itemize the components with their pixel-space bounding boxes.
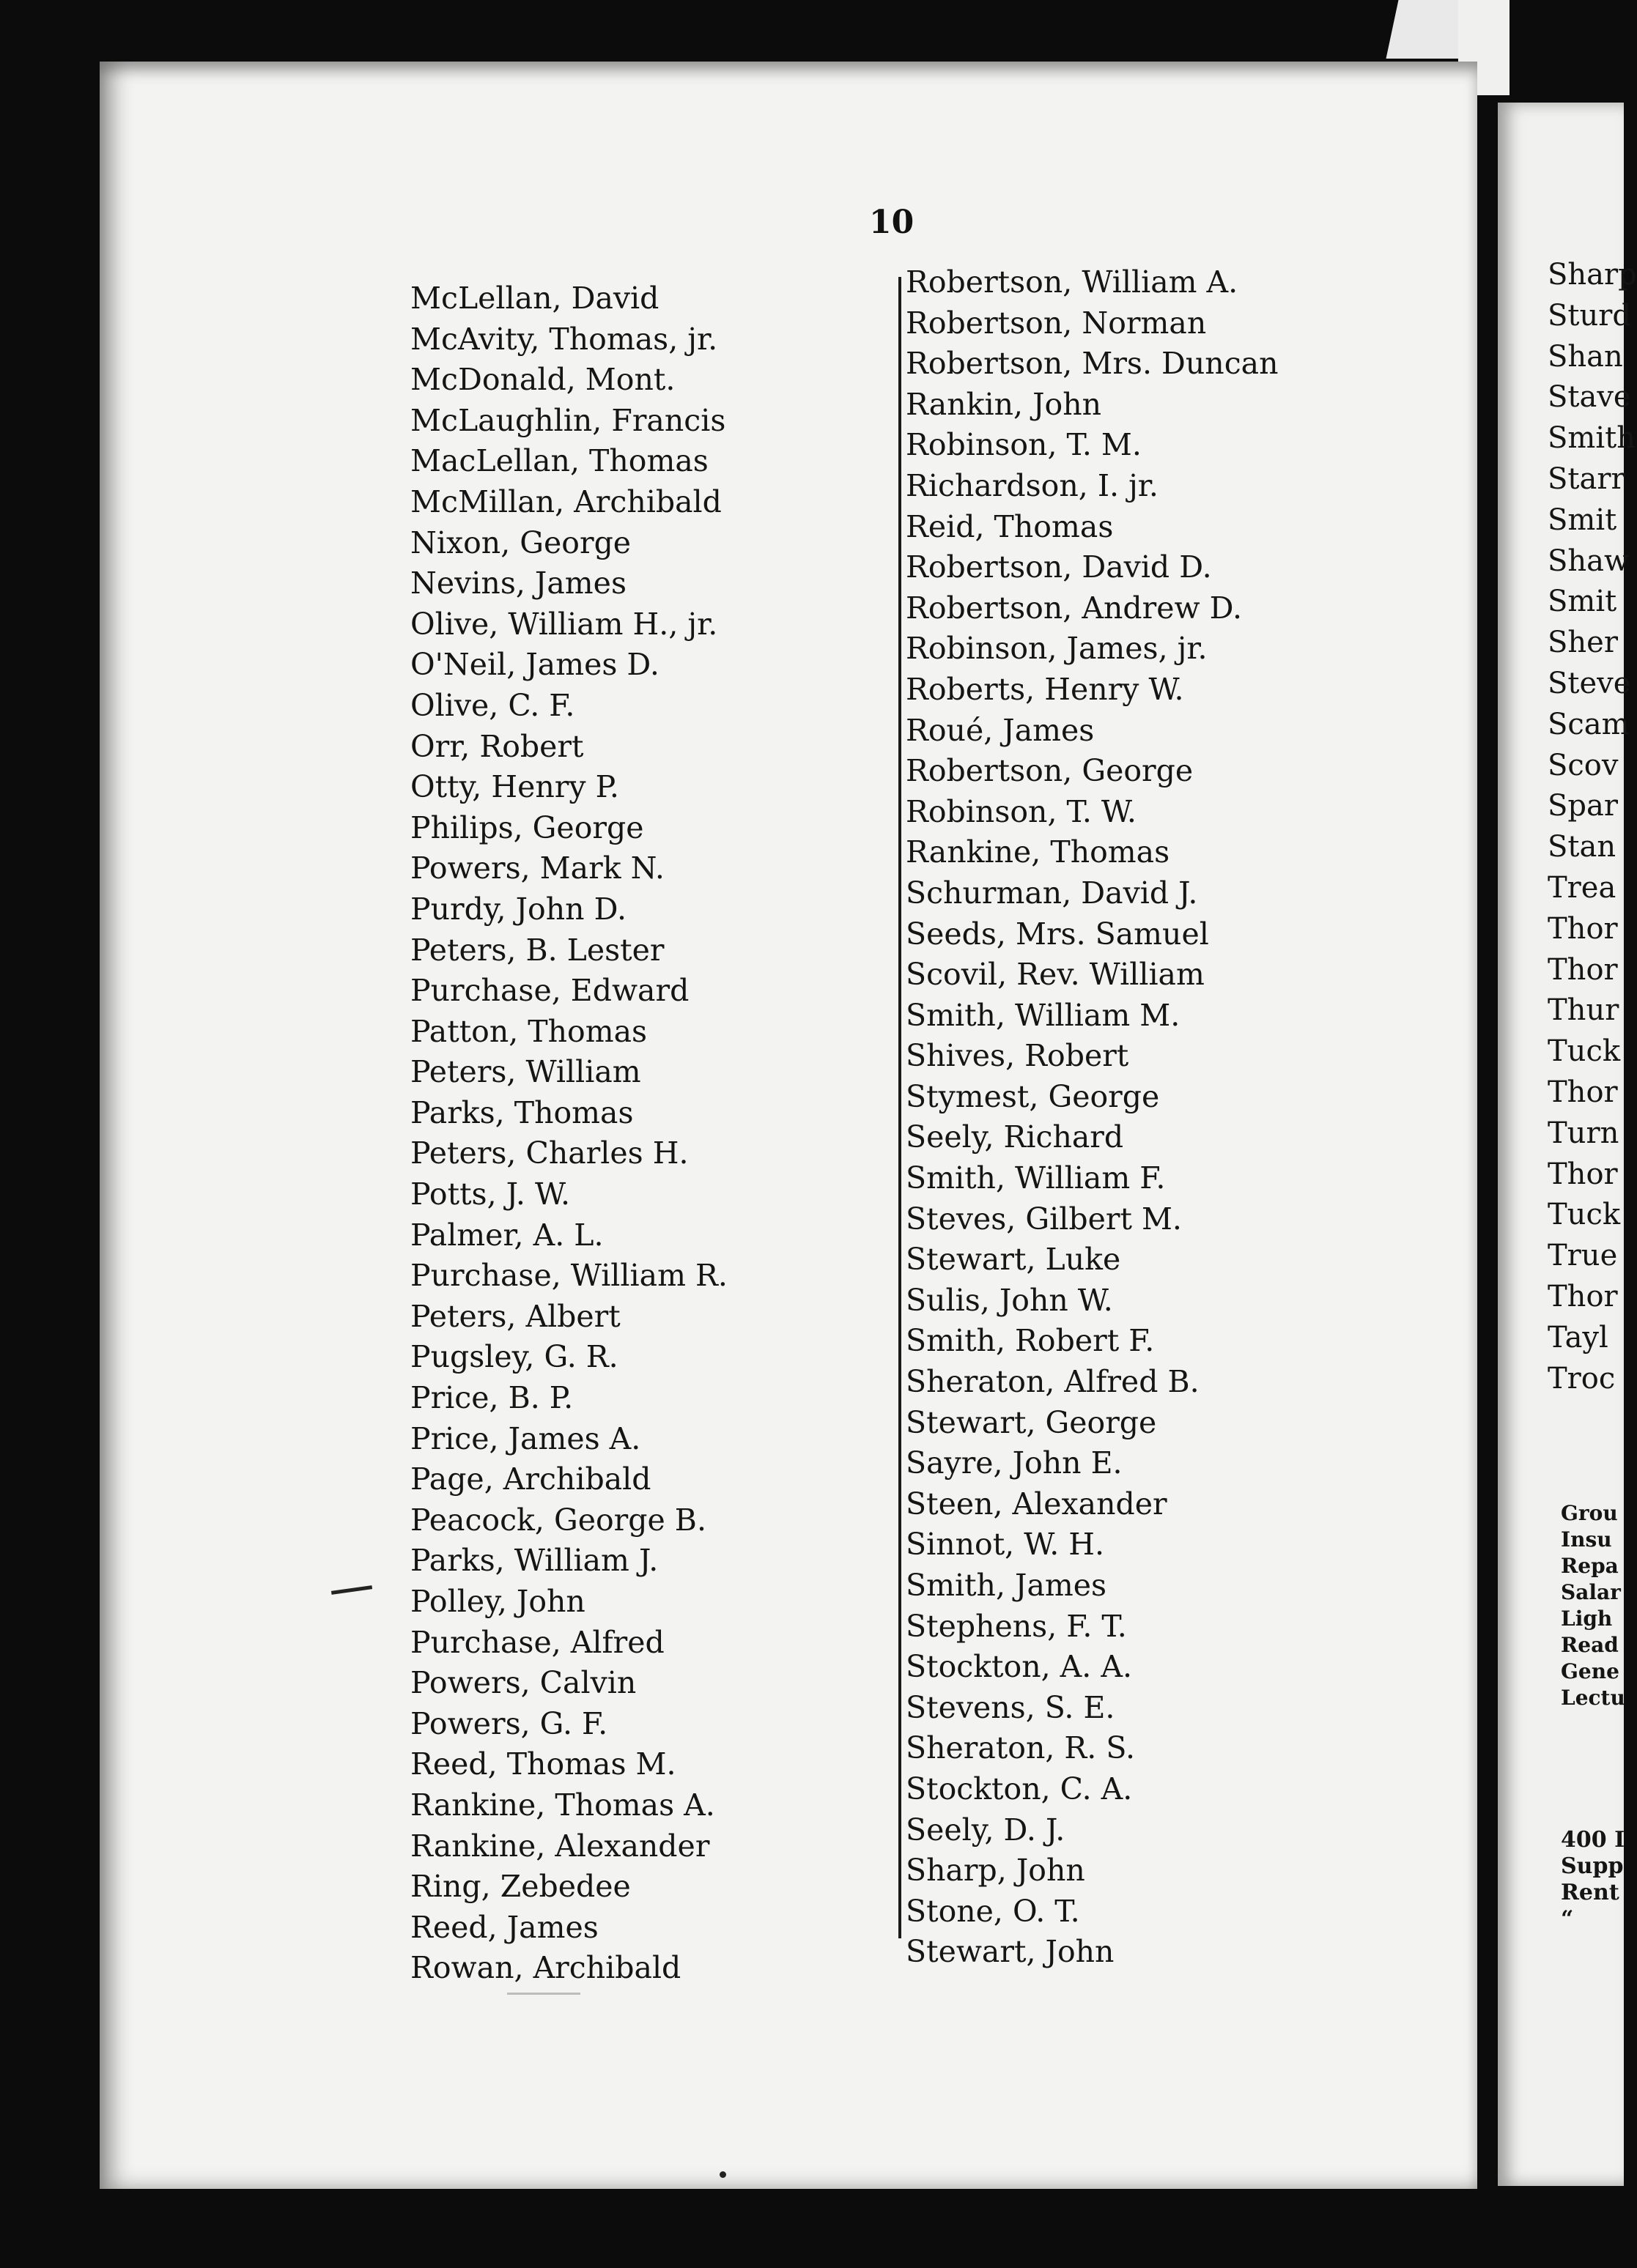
list-item: Thor: [1548, 1157, 1618, 1191]
list-item: Supp: [1561, 1853, 1624, 1879]
name-list-middle: [906, 262, 1279, 1973]
list-item: Smith: [1548, 421, 1636, 456]
heading-list-right-edge: [1561, 1500, 1625, 1711]
list-item: Parks, William J.: [410, 1543, 659, 1579]
list-item: Starr: [1548, 462, 1625, 496]
list-item: Olive, William H., jr.: [410, 606, 718, 642]
list-item: Turn: [1548, 1116, 1619, 1150]
list-item: McMillan, Archibald: [410, 483, 722, 519]
list-item: Stockton, C. A.: [906, 1771, 1133, 1806]
list-item: Stockton, A. A.: [906, 1649, 1133, 1685]
list-item: McAvity, Thomas, jr.: [410, 321, 718, 357]
name-list-right-edge: [1548, 255, 1637, 1399]
list-item: Nevins, James: [410, 566, 627, 601]
column-divider: [898, 277, 901, 1938]
list-item: Gene: [1561, 1659, 1619, 1683]
footer-list-right-edge: [1561, 1827, 1625, 1932]
list-item: Spar: [1548, 789, 1618, 823]
list-item: Thor: [1548, 1279, 1618, 1313]
list-item: Peacock, George B.: [410, 1502, 706, 1538]
list-item: Sayre, John E.: [906, 1445, 1123, 1481]
list-item: Tuck: [1548, 1198, 1621, 1232]
list-item: Stave: [1548, 380, 1631, 415]
list-item: Price, James A.: [410, 1420, 641, 1456]
list-item: Smith, Robert F.: [906, 1323, 1155, 1359]
list-item: Shives, Robert: [906, 1038, 1129, 1074]
list-item: Otty, Henry P.: [410, 769, 619, 805]
list-item: Powers, G. F.: [410, 1705, 608, 1741]
list-item: Ligh: [1561, 1606, 1613, 1631]
list-item: McLellan, David: [410, 281, 659, 316]
list-item: Stewart, John: [906, 1934, 1115, 1970]
list-item: Philips, George: [410, 809, 644, 845]
list-item: Roberts, Henry W.: [906, 671, 1184, 707]
list-item: McLaughlin, Francis: [410, 402, 726, 438]
list-item: Smith, William F.: [906, 1160, 1166, 1196]
list-item: Rankine, Alexander: [410, 1828, 710, 1864]
list-item: Sheraton, R. S.: [906, 1730, 1136, 1766]
list-item: Sher: [1548, 626, 1618, 660]
list-item: Seeds, Mrs. Samuel: [906, 916, 1209, 952]
list-item: Peters, William: [410, 1054, 641, 1090]
list-item: Reed, James: [410, 1909, 599, 1945]
list-item: Palmer, A. L.: [410, 1217, 604, 1253]
list-item: Robertson, David D.: [906, 549, 1212, 585]
list-item: Purchase, Edward: [410, 973, 690, 1009]
list-item: Thor: [1548, 1075, 1618, 1109]
show-through-dash: [507, 1993, 580, 1995]
list-item: Read: [1561, 1633, 1619, 1657]
list-item: Schurman, David J.: [906, 875, 1198, 911]
list-item: Stymest, George: [906, 1078, 1160, 1114]
list-item: Stevens, S. E.: [906, 1689, 1115, 1725]
list-item: Stewart, George: [906, 1404, 1157, 1440]
list-item: Purchase, Alfred: [410, 1624, 665, 1660]
list-item: Smith, James: [906, 1568, 1107, 1603]
list-item: Reed, Thomas M.: [410, 1746, 676, 1782]
name-list-left: [410, 278, 728, 1989]
ink-dot: [720, 2171, 726, 2178]
list-item: Potts, J. W.: [410, 1176, 570, 1212]
list-item: Seely, D. J.: [906, 1812, 1065, 1848]
list-item: Robinson, James, jr.: [906, 631, 1208, 667]
list-item: Robertson, Mrs. Duncan: [906, 346, 1279, 382]
list-item: Seely, Richard: [906, 1119, 1124, 1155]
list-item: Sinnot, W. H.: [906, 1527, 1105, 1563]
list-item: McDonald, Mont.: [410, 362, 676, 398]
list-item: Scov: [1548, 748, 1619, 782]
list-item: Stephens, F. T.: [906, 1608, 1127, 1644]
list-item: Olive, C. F.: [410, 687, 575, 723]
list-item: Sharp: [1548, 258, 1637, 292]
list-item: Sheraton, Alfred B.: [906, 1364, 1200, 1400]
list-item: Tayl: [1548, 1320, 1608, 1354]
list-item: Insu: [1561, 1527, 1612, 1552]
list-item: Stewart, Luke: [906, 1242, 1121, 1278]
list-item: Nixon, George: [410, 525, 632, 560]
list-item: Scam: [1548, 707, 1630, 741]
list-item: Robinson, T. M.: [906, 427, 1142, 463]
list-item: Robinson, T. W.: [906, 793, 1137, 829]
list-item: Robertson, George: [906, 753, 1194, 789]
list-item: Patton, Thomas: [410, 1013, 648, 1049]
list-item: Powers, Mark N.: [410, 850, 665, 886]
list-item: Scovil, Rev. William: [906, 957, 1205, 993]
list-item: Lectu: [1561, 1686, 1625, 1710]
list-item: Salar: [1561, 1580, 1621, 1604]
list-item: Robertson, William A.: [906, 264, 1238, 300]
list-item: Page, Archibald: [410, 1461, 651, 1497]
list-item: Thur: [1548, 993, 1619, 1028]
list-item: Smith, William M.: [906, 997, 1180, 1033]
list-item: Rankine, Thomas: [906, 834, 1170, 870]
list-item: Richardson, I. jr.: [906, 467, 1159, 503]
list-item: Grou: [1561, 1501, 1618, 1525]
list-item: Polley, John: [410, 1584, 585, 1619]
list-item: Peters, Albert: [410, 1298, 621, 1334]
list-item: Roué, James: [906, 712, 1095, 748]
list-item: Repa: [1561, 1554, 1619, 1578]
list-item: Stone, O. T.: [906, 1893, 1080, 1929]
list-item: Price, B. P.: [410, 1380, 574, 1416]
list-item: Tuck: [1548, 1034, 1621, 1069]
list-item: Smit: [1548, 503, 1617, 537]
list-item: Robertson, Andrew D.: [906, 590, 1243, 626]
list-item: MacLellan, Thomas: [410, 443, 709, 479]
list-item: Rent: [1561, 1880, 1619, 1905]
list-item: Powers, Calvin: [410, 1665, 637, 1701]
list-item: Shan: [1548, 339, 1623, 374]
list-item: Steves, Gilbert M.: [906, 1201, 1182, 1237]
list-item: Peters, B. Lester: [410, 932, 665, 968]
list-item: Peters, Charles H.: [410, 1135, 689, 1171]
list-item: Rankine, Thomas A.: [410, 1787, 715, 1823]
page-number: 10: [869, 204, 914, 241]
list-item: Parks, Thomas: [410, 1094, 634, 1130]
list-item: Purchase, William R.: [410, 1258, 728, 1294]
list-item: Rowan, Archibald: [410, 1950, 681, 1986]
list-item: 400 I: [1561, 1827, 1625, 1853]
list-item: Purdy, John D.: [410, 891, 627, 927]
list-item: “: [1561, 1906, 1574, 1932]
list-item: O'Neil, James D.: [410, 647, 659, 683]
list-item: Trea: [1548, 870, 1616, 905]
list-item: Thor: [1548, 911, 1618, 946]
list-item: Robertson, Norman: [906, 305, 1207, 341]
list-item: Steve: [1548, 666, 1631, 700]
list-item: Smit: [1548, 585, 1617, 619]
list-item: Steen, Alexander: [906, 1486, 1167, 1522]
list-item: Troc: [1548, 1361, 1616, 1396]
list-item: Reid, Thomas: [906, 508, 1114, 544]
list-item: Ring, Zebedee: [410, 1869, 631, 1905]
list-item: Rankin, John: [906, 386, 1102, 422]
list-item: Pugsley, G. R.: [410, 1339, 618, 1375]
list-item: True: [1548, 1239, 1618, 1273]
list-item: Sharp, John: [906, 1853, 1085, 1889]
list-item: Stan: [1548, 830, 1616, 864]
list-item: Orr, Robert: [410, 728, 584, 764]
list-item: Sulis, John W.: [906, 1282, 1113, 1318]
list-item: Sturd: [1548, 298, 1631, 333]
list-item: Shaw: [1548, 544, 1630, 578]
list-item: Thor: [1548, 952, 1618, 987]
